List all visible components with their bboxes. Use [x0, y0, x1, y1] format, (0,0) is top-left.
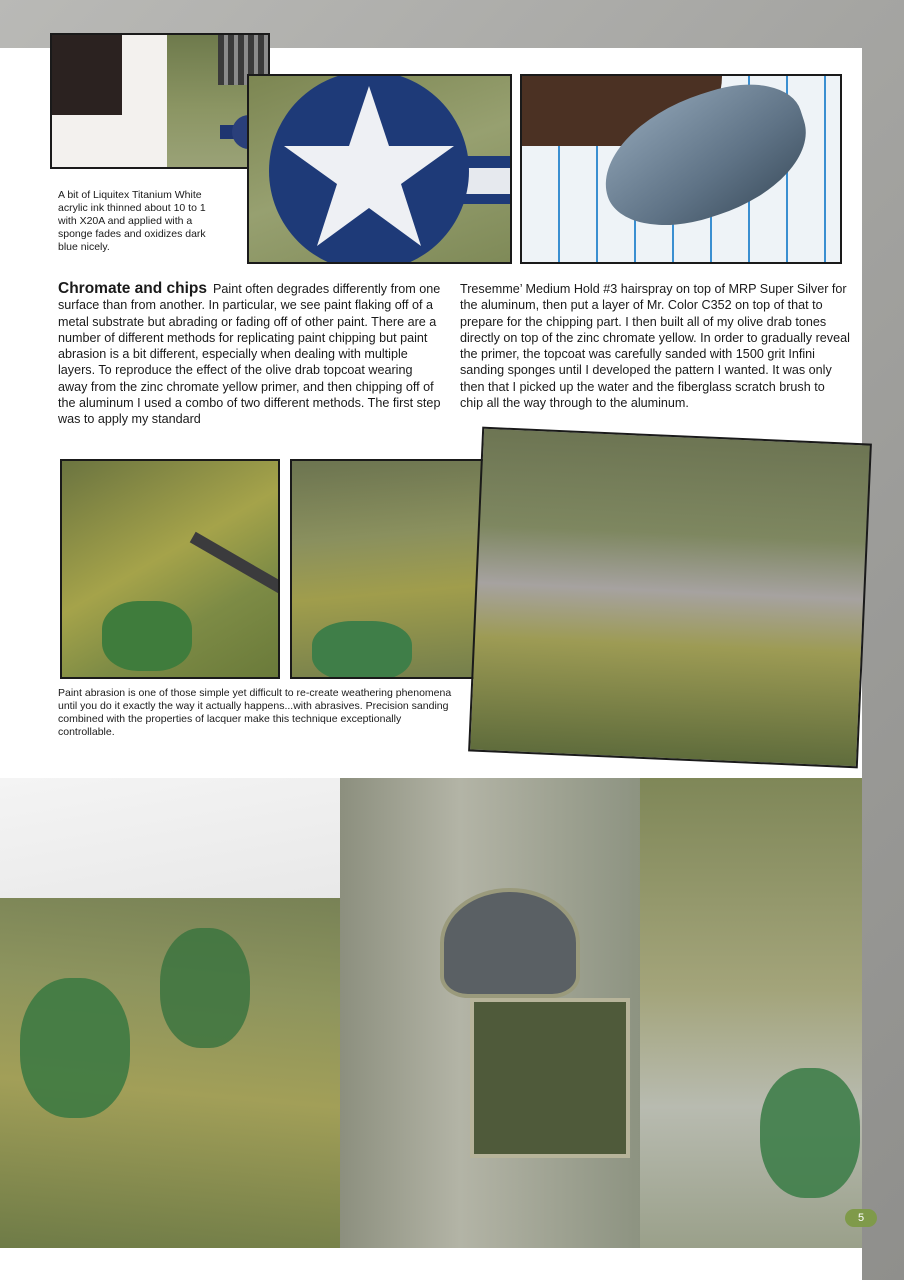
sanding-stick-photo: [60, 459, 280, 679]
roundel-closeup-photo: [247, 74, 512, 264]
article-column-2: [460, 281, 850, 411]
aluminum-part-photo: [520, 74, 842, 264]
page-number: 5: [845, 1209, 877, 1227]
section-heading: Chromate and chips: [58, 280, 207, 297]
worn-surface-closeup-photo: [468, 427, 872, 769]
top-caption: A bit of Liquitex Titanium White acrylic ink thinned about 10 to 1 with X20A and applied with a sponge fades and oxidizes dark blue nicely.: [58, 189, 206, 253]
aircraft-main-photo: [0, 778, 862, 1248]
article-column-1: [58, 281, 442, 428]
article-text-2: Tresemme’ Medium Hold #3 hairspray on top of MRP Super Silver for the aluminum, then put a layer of Mr. Color C352 on top of that to prepare for the chipping part. I then built all of my olive drab tones directly on top of the zinc chromate yellow. In order to gradually reveal the primer, the topcoat was carefully sanded with 1500 grit Infini sanding sponges until I developed the pattern I wanted. It was only then that I picked up the water and the fiberglass scratch brush to chip all the way through to the aluminum.: [460, 282, 850, 411]
middle-caption: Paint abrasion is one of those simple yet difficult to re-create weathering phenomena until you do it exactly the way it actually happens...with abrasives. Precision sanding combined with the properties of lacquer make this technique exceptionally controllable.: [58, 687, 452, 738]
article-text-1: Paint often degrades differently from one surface than from another. In particular, we see paint flaking off of a metal substrate but abrading or fading off of other paint. There are a number of different methods for replicating paint chipping but paint abrasion is a bit different, especially when dealing with multiple layers. To reproduce the effect of the olive drab topcoat wearing away from the zinc chromate yellow primer, and then chipping off of the aluminum I used a combo of two different methods. The first step was to apply my standard: [58, 282, 441, 427]
insignia-masking-photo: [50, 33, 270, 169]
